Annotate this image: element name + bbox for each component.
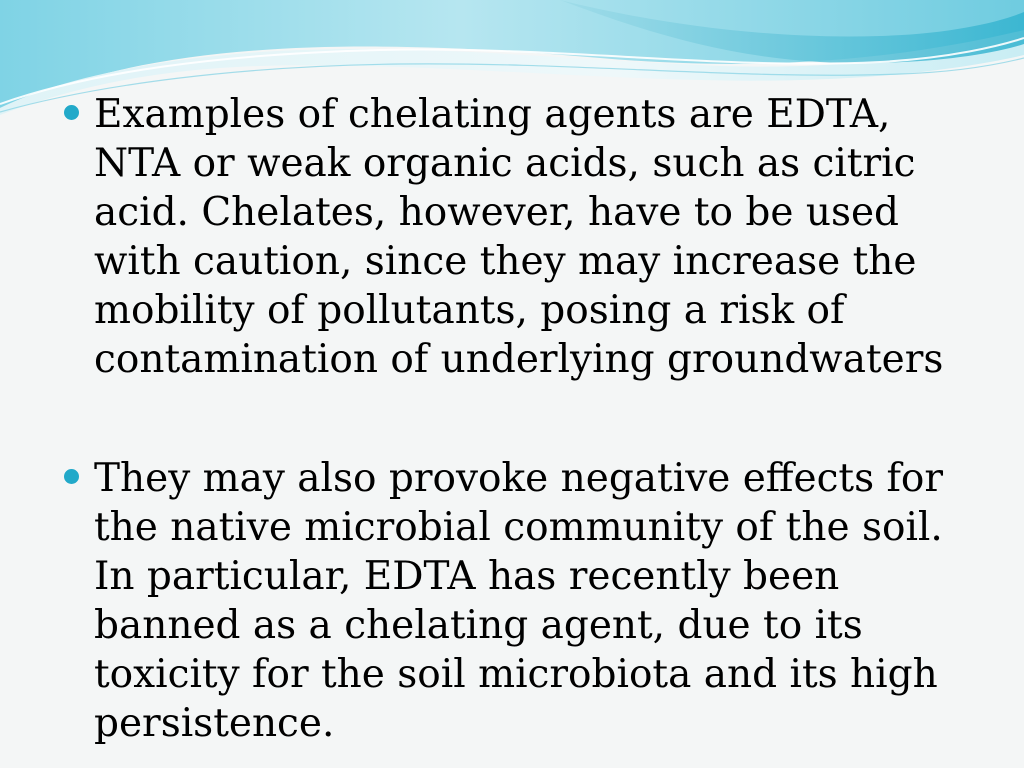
bullet-line: toxicity for the soil microbiota and its high <box>94 652 938 697</box>
bullet-line: persistence. <box>94 701 335 746</box>
bullet-line: NTA or weak organic acids, such as citric <box>94 141 916 186</box>
bullet-list <box>58 90 988 748</box>
bullet-dot-icon <box>64 105 79 120</box>
bullet-dot-icon <box>64 469 79 484</box>
bullet-line: contamination of underlying groundwaters <box>94 337 944 382</box>
bullet-line: the native microbial community of the soil. <box>94 505 943 550</box>
bullet-line: banned as a chelating agent, due to its <box>94 603 863 648</box>
bullet-item <box>58 90 988 384</box>
bullet-line: mobility of pollutants, posing a risk of <box>94 288 845 333</box>
bullet-line: Examples of chelating agents are EDTA, <box>94 92 891 137</box>
bullet-line: acid. Chelates, however, have to be used <box>94 190 900 235</box>
bullet-item <box>58 454 988 748</box>
bullet-text <box>94 90 988 384</box>
bullet-line: In particular, EDTA has recently been <box>94 554 840 599</box>
bullet-line: They may also provoke negative effects for <box>94 456 944 501</box>
bullet-text <box>94 454 988 748</box>
bullet-line: with caution, since they may increase the <box>94 239 917 284</box>
